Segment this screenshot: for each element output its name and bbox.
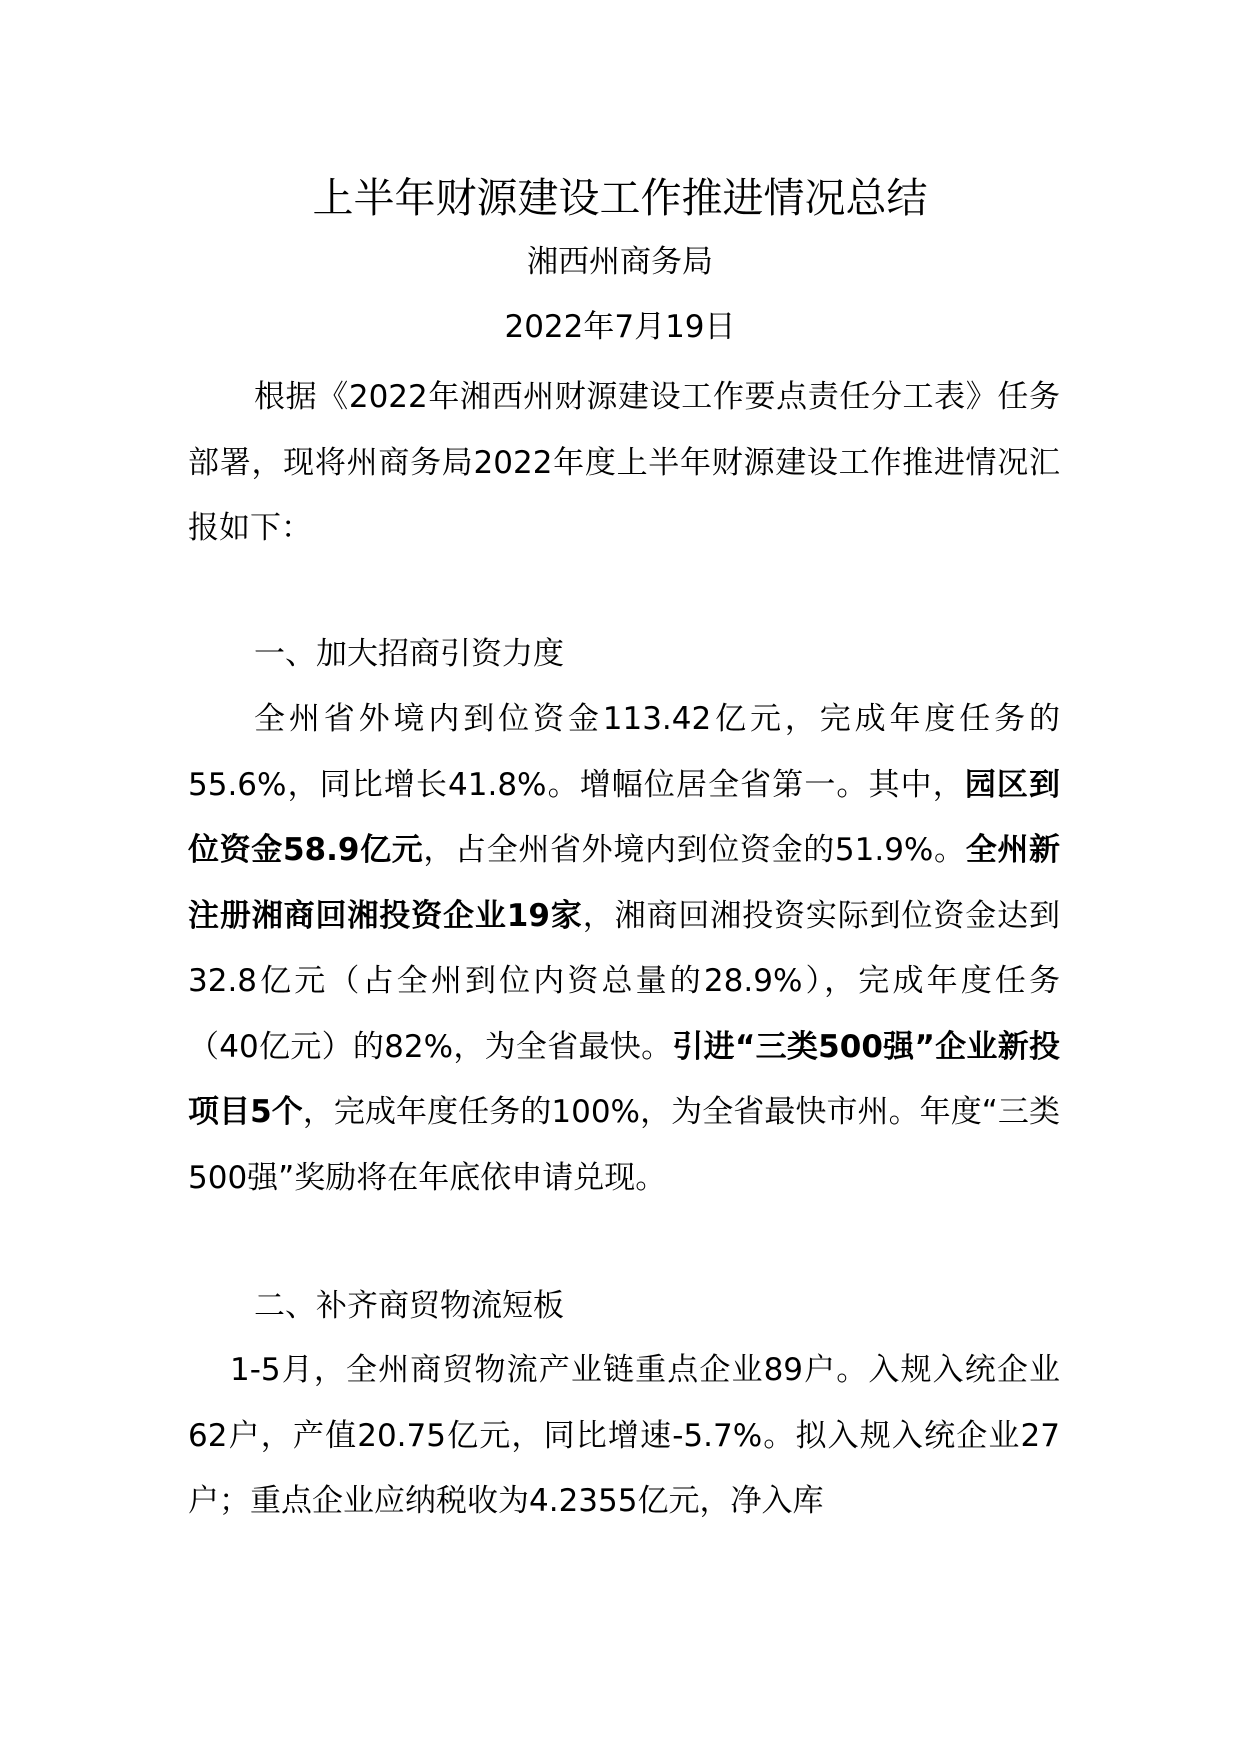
section-1-bold-3: 引进“三类500强”企业新投项目5个 <box>188 1028 1060 1130</box>
section-2-heading-block <box>188 1274 1060 1340</box>
section-1-heading: 一、加大招商引资力度 <box>254 636 564 672</box>
section-1-bold-1: 园区到位资金58.9亿元 <box>188 766 1060 868</box>
intro-paragraph-block <box>188 365 1060 562</box>
intro-paragraph: 根据《2022年湘西州财源建设工作要点责任分工表》任务部署，现将州商务局2022年度上半年财源建设工作推进情况汇报如下： <box>188 379 1060 546</box>
section-1-text-4: ，完成年度任务的100%，为全省最快市州。年度“三类500强”奖励将在年底依申请兑现。 <box>188 1094 1060 1196</box>
section-1-paragraph <box>188 687 1060 1211</box>
document-title: 上半年财源建设工作推进情况总结 <box>312 174 928 222</box>
section-2-body-block <box>188 1338 1060 1535</box>
section-1-text-3: ，湘商回湘投资实际到位资金达到32.8亿元（占全州到位内资总量的28.9%），完成年度任务（40亿元）的82%，为全省最快。 <box>188 897 1061 1065</box>
section-1-body-block <box>188 687 1060 1211</box>
document-date: 2022年7月19日 <box>504 309 736 345</box>
section-2-paragraph: 1-5月，全州商贸物流产业链重点企业89户。入规入统企业62户，产值20.75亿元，同比增速-5.7%。拟入规入统企业27户；重点企业应纳税收为4.2355亿元，净入库 <box>188 1352 1060 1519</box>
section-1-bold-2: 全州新注册湘商回湘投资企业19家 <box>188 832 1060 934</box>
section-1-text-2: ，占全州省外境内到位资金的51.9%。 <box>423 832 966 868</box>
section-1-heading-block <box>188 622 1060 688</box>
section-2-heading: 二、补齐商贸物流短板 <box>254 1288 564 1324</box>
document-author: 湘西州商务局 <box>527 244 713 280</box>
section-1-text-1: 全州省外境内到位资金113.42亿元，完成年度任务的55.6%，同比增长41.8%。增幅位居全省第一。其中， <box>188 701 1060 803</box>
